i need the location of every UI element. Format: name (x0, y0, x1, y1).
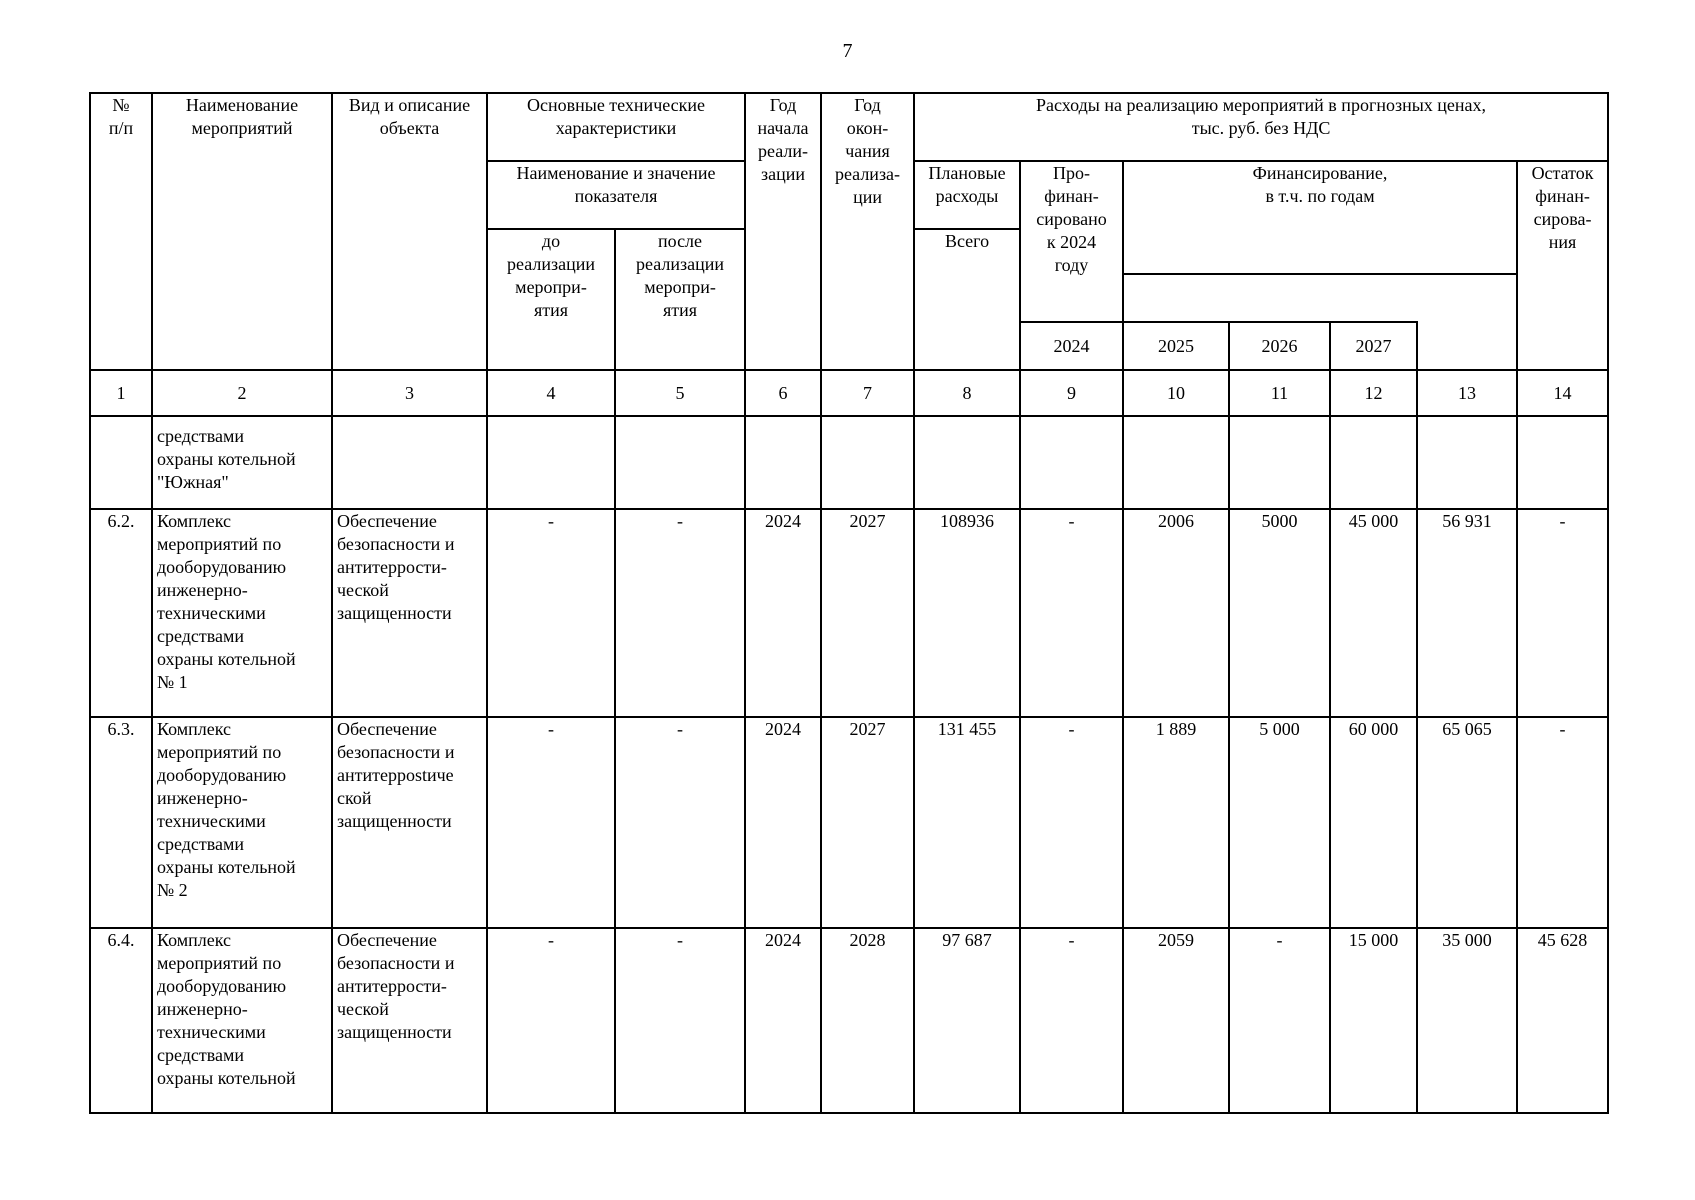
row-type: Обеспечение безопасности и антитеррostиче ской защищенности (332, 717, 487, 928)
row-after: - (615, 928, 745, 1113)
row-type: Обеспечение безопасности и антитеррости- ческой защищенности (332, 509, 487, 717)
column-number: 6 (745, 370, 821, 416)
row-after: - (615, 717, 745, 928)
row-num: 6.3. (90, 717, 152, 928)
row-after: - (615, 509, 745, 717)
row-start (745, 416, 821, 509)
header-year-2024: 2024 (1020, 322, 1123, 370)
row-2027 (1417, 416, 1517, 509)
row-planned: 131 455 (914, 717, 1020, 928)
column-number: 8 (914, 370, 1020, 416)
row-num: 6.2. (90, 509, 152, 717)
column-number: 1 (90, 370, 152, 416)
table-row (90, 928, 1608, 1113)
row-name: средствами охраны котельной "Южная" (152, 416, 332, 509)
column-number: 9 (1020, 370, 1123, 416)
row-2026: 45 000 (1330, 509, 1417, 717)
row-start: 2024 (745, 717, 821, 928)
column-number: 4 (487, 370, 615, 416)
row-name: Комплекс мероприятий по дооборудованию инженерно- техническими средствами охраны котельной (152, 928, 332, 1113)
header-costs: Расходы на реализацию мероприятий в прогнозных ценах, тыс. руб. без НДС (914, 93, 1608, 161)
header-total: Всего (914, 229, 1020, 370)
column-number: 11 (1229, 370, 1330, 416)
column-number-row (90, 370, 1608, 416)
row-2025: 5000 (1229, 509, 1330, 717)
row-2026 (1330, 416, 1417, 509)
header-name: Наименование мероприятий (152, 93, 332, 370)
column-number: 3 (332, 370, 487, 416)
row-prefinanced: - (1020, 928, 1123, 1113)
header-financing: Финансирование, в т.ч. по годам (1123, 161, 1517, 274)
header-after: после реализации меропри- ятия (615, 229, 745, 370)
row-before: - (487, 928, 615, 1113)
column-number: 2 (152, 370, 332, 416)
header-type: Вид и описание объекта (332, 93, 487, 370)
row-2024 (1123, 416, 1229, 509)
row-before: - (487, 509, 615, 717)
row-remainder (1517, 416, 1608, 509)
row-planned (914, 416, 1020, 509)
row-2025: - (1229, 928, 1330, 1113)
row-end: 2027 (821, 717, 914, 928)
column-number: 7 (821, 370, 914, 416)
header-remainder: Остаток финан- сирова- ния (1517, 161, 1608, 370)
row-start: 2024 (745, 928, 821, 1113)
row-end (821, 416, 914, 509)
column-number: 14 (1517, 370, 1608, 416)
column-number: 5 (615, 370, 745, 416)
header-year-2027: 2027 (1330, 322, 1417, 370)
row-type: Обеспечение безопасности и антитеррости- ческой защищенности (332, 928, 487, 1113)
row-before: - (487, 717, 615, 928)
row-2024: 1 889 (1123, 717, 1229, 928)
page-number: 7 (842, 40, 853, 62)
row-prefinanced (1020, 416, 1123, 509)
row-remainder: - (1517, 509, 1608, 717)
row-num: 6.4. (90, 928, 152, 1113)
financing-table (89, 92, 1609, 1114)
row-2027: 35 000 (1417, 928, 1517, 1113)
row-end: 2027 (821, 509, 914, 717)
row-before (487, 416, 615, 509)
row-2026: 15 000 (1330, 928, 1417, 1113)
row-2024: 2059 (1123, 928, 1229, 1113)
column-number: 12 (1330, 370, 1417, 416)
header-tech: Основные технические характеристики (487, 93, 745, 161)
row-2026: 60 000 (1330, 717, 1417, 928)
header-indicator: Наименование и значение показателя (487, 161, 745, 229)
header-before: до реализации меропри- ятия (487, 229, 615, 370)
row-prefinanced: - (1020, 717, 1123, 928)
table-row (90, 416, 1608, 509)
row-2024: 2006 (1123, 509, 1229, 717)
column-number: 13 (1417, 370, 1517, 416)
row-remainder: 45 628 (1517, 928, 1608, 1113)
row-num (90, 416, 152, 509)
row-start: 2024 (745, 509, 821, 717)
row-2027: 65 065 (1417, 717, 1517, 928)
row-after (615, 416, 745, 509)
table-row (90, 717, 1608, 928)
column-number: 10 (1123, 370, 1229, 416)
header-num: № п/п (90, 93, 152, 370)
header-year-2026: 2026 (1229, 322, 1330, 370)
row-prefinanced: - (1020, 509, 1123, 717)
row-remainder: - (1517, 717, 1608, 928)
row-name: Комплекс мероприятий по дооборудованию инженерно- техническими средствами охраны котельной № 1 (152, 509, 332, 717)
table-row (90, 509, 1608, 717)
row-planned: 97 687 (914, 928, 1020, 1113)
header-prefinanced: Про- финан- сировано к 2024 году (1020, 161, 1123, 322)
row-planned: 108936 (914, 509, 1020, 717)
row-name: Комплекс мероприятий по дооборудованию инженерно- техническими средствами охраны котельной № 2 (152, 717, 332, 928)
header-start-year: Год начала реали- зации (745, 93, 821, 370)
row-end: 2028 (821, 928, 914, 1113)
row-type (332, 416, 487, 509)
row-2027: 56 931 (1417, 509, 1517, 717)
row-2025 (1229, 416, 1330, 509)
header-planned: Плановые расходы (914, 161, 1020, 229)
header-end-year: Год окон- чания реализа- ции (821, 93, 914, 370)
header-year-2025: 2025 (1123, 322, 1229, 370)
row-2025: 5 000 (1229, 717, 1330, 928)
